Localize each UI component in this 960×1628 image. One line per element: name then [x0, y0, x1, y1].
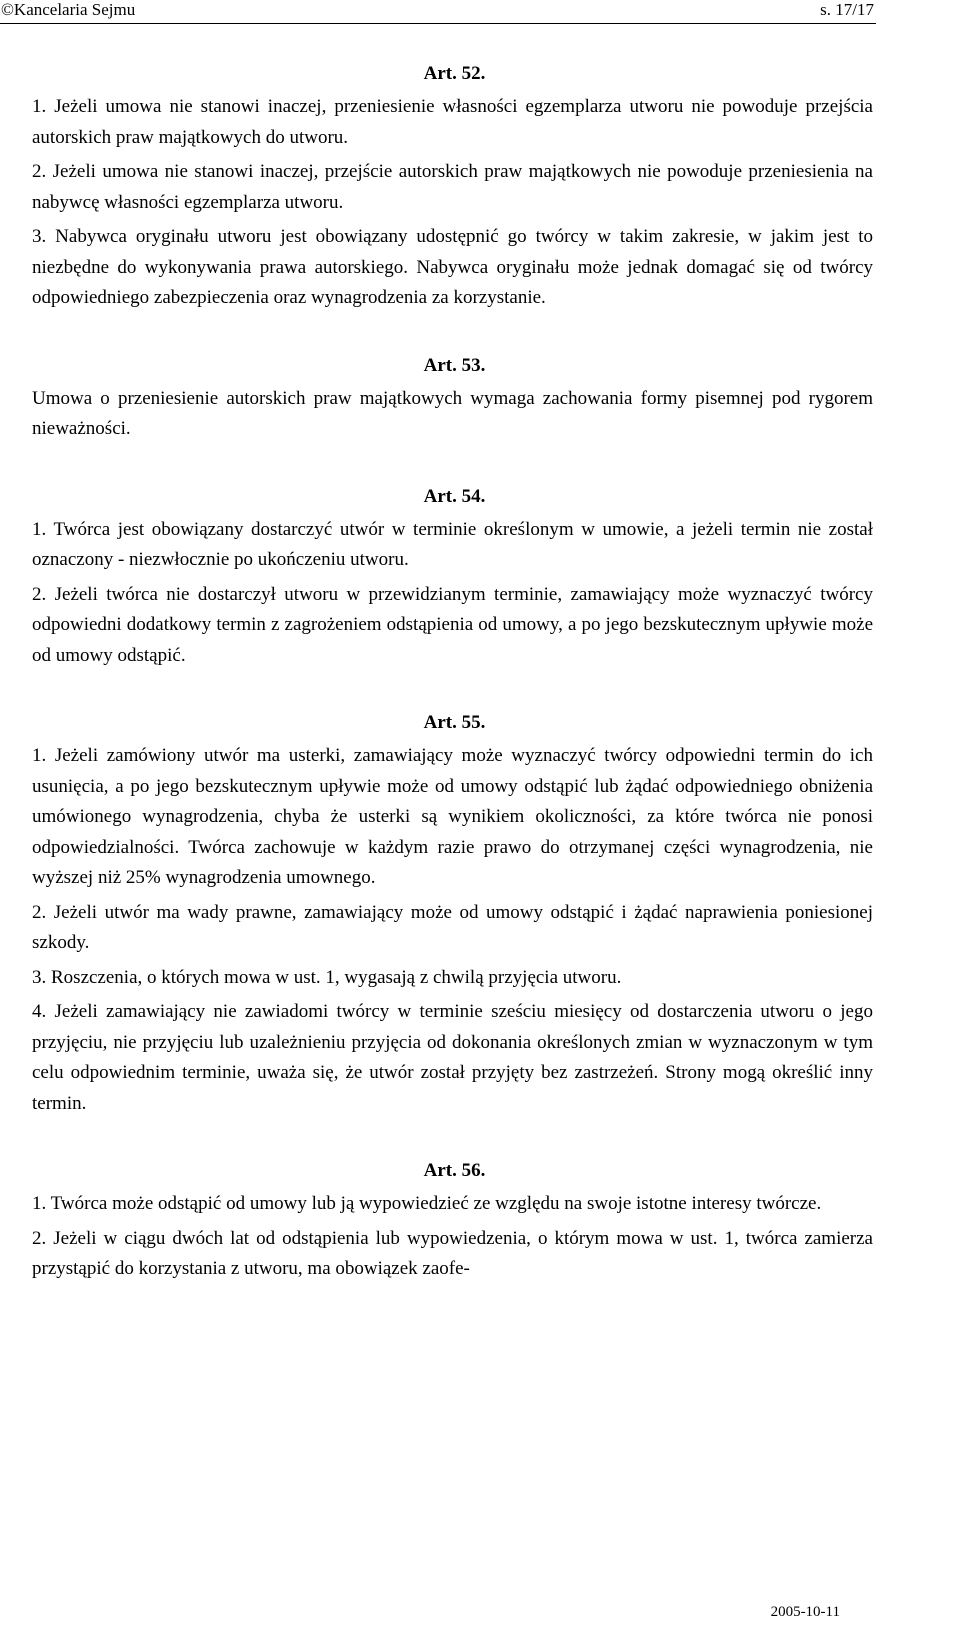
- article-paragraph: 1. Jeżeli umowa nie stanowi inaczej, przeniesienie własności egzemplarza utworu nie powoduje przejścia autorskich praw majątkowych do utworu.: [32, 96, 873, 148]
- document-body: [32, 60, 873, 1285]
- article-title: Art. 54.: [423, 485, 486, 507]
- article-54: [32, 483, 873, 672]
- article-paragraph: 1. Jeżeli zamówiony utwór ma usterki, zamawiający może wyznaczyć twórcy odpowiedni termin do ich usunięcia, a po jego bezskutecznym upływie może od umowy odstąpić lub żądać odpowiedniego obniżenia umówionego wynagrodzenia, chyba że usterki są wynikiem okoliczności, za które twórca nie ponosi odpowiedzialności. Twórca zachowuje w każdym razie prawo do otrzymanej części wynagrodzenia, nie wyższej niż 25% wynagrodzenia umownego.: [32, 745, 873, 888]
- article-title: Art. 55.: [423, 712, 486, 733]
- page-header: [0, 0, 876, 24]
- article-paragraph: 2. Jeżeli twórca nie dostarczył utworu w przewidzianym terminie, zamawiający może wyznaczyć twórcy odpowiedni dodatkowy termin z zagrożeniem odstąpienia od umowy, a po jego bezskutecznym upływie może od umowy odstąpić.: [32, 583, 873, 666]
- document-date: 2005-10-11: [770, 1604, 840, 1620]
- article-53: [32, 352, 873, 445]
- article-title: Art. 52.: [423, 63, 486, 84]
- publisher-label: ©Kancelaria Sejmu: [1, 0, 136, 19]
- article-56: [32, 1157, 873, 1285]
- article-title: Art. 53.: [423, 354, 486, 376]
- article-paragraph: 2. Jeżeli w ciągu dwóch lat od odstąpienia lub wypowiedzenia, o którym mowa w ust. 1, twórca zamierza przystąpić do korzystania z utworu, ma obowiązek zaofe-: [32, 1227, 873, 1279]
- article-paragraph: 1. Twórca jest obowiązany dostarczyć utwór w terminie określonym w umowie, a jeżeli termin nie został oznaczony - niezwłocznie po ukończeniu utworu.: [32, 518, 873, 570]
- article-paragraph: 2. Jeżeli umowa nie stanowi inaczej, przejście autorskich praw majątkowych nie powoduje przeniesienia na nabywcę własności egzemplarza utworu.: [32, 161, 873, 213]
- article-paragraph: 2. Jeżeli utwór ma wady prawne, zamawiający może od umowy odstąpić i żądać naprawienia poniesionej szkody.: [32, 901, 873, 953]
- article-paragraph: 4. Jeżeli zamawiający nie zawiadomi twórcy w terminie sześciu miesięcy od dostarczenia utworu o jego przyjęciu, nie przyjęciu lub uzależnieniu przyjęcia od dokonania określonych zmian w wyznaczonym w tym celu odpowiednim terminie, uważa się, że utwór został przyjęty bez zastrzeżeń. Strony mogą określić inny termin.: [32, 1001, 873, 1114]
- article-paragraph: 1. Twórca może odstąpić od umowy lub ją wypowiedzieć ze względu na swoje istotne interesy twórcze.: [32, 1193, 822, 1214]
- article-paragraph: Umowa o przeniesienie autorskich praw majątkowych wymaga zachowania formy pisemnej pod rygorem nieważności.: [32, 387, 873, 439]
- article-paragraph: 3. Nabywca oryginału utworu jest obowiązany udostępnić go twórcy w takim zakresie, w jakim jest to niezbędne do wykonywania prawa autorskiego. Nabywca oryginału może jednak domagać się od twórcy odpowiedniego zabezpieczenia oraz wynagrodzenia za korzystanie.: [32, 226, 873, 308]
- article-paragraph: 3. Roszczenia, o których mowa w ust. 1, wygasają z chwilą przyjęcia utworu.: [32, 966, 622, 988]
- page-number: s. 17/17: [820, 0, 874, 19]
- article-title: Art. 56.: [423, 1160, 486, 1181]
- article-55: [32, 709, 873, 1119]
- article-52: [32, 60, 873, 314]
